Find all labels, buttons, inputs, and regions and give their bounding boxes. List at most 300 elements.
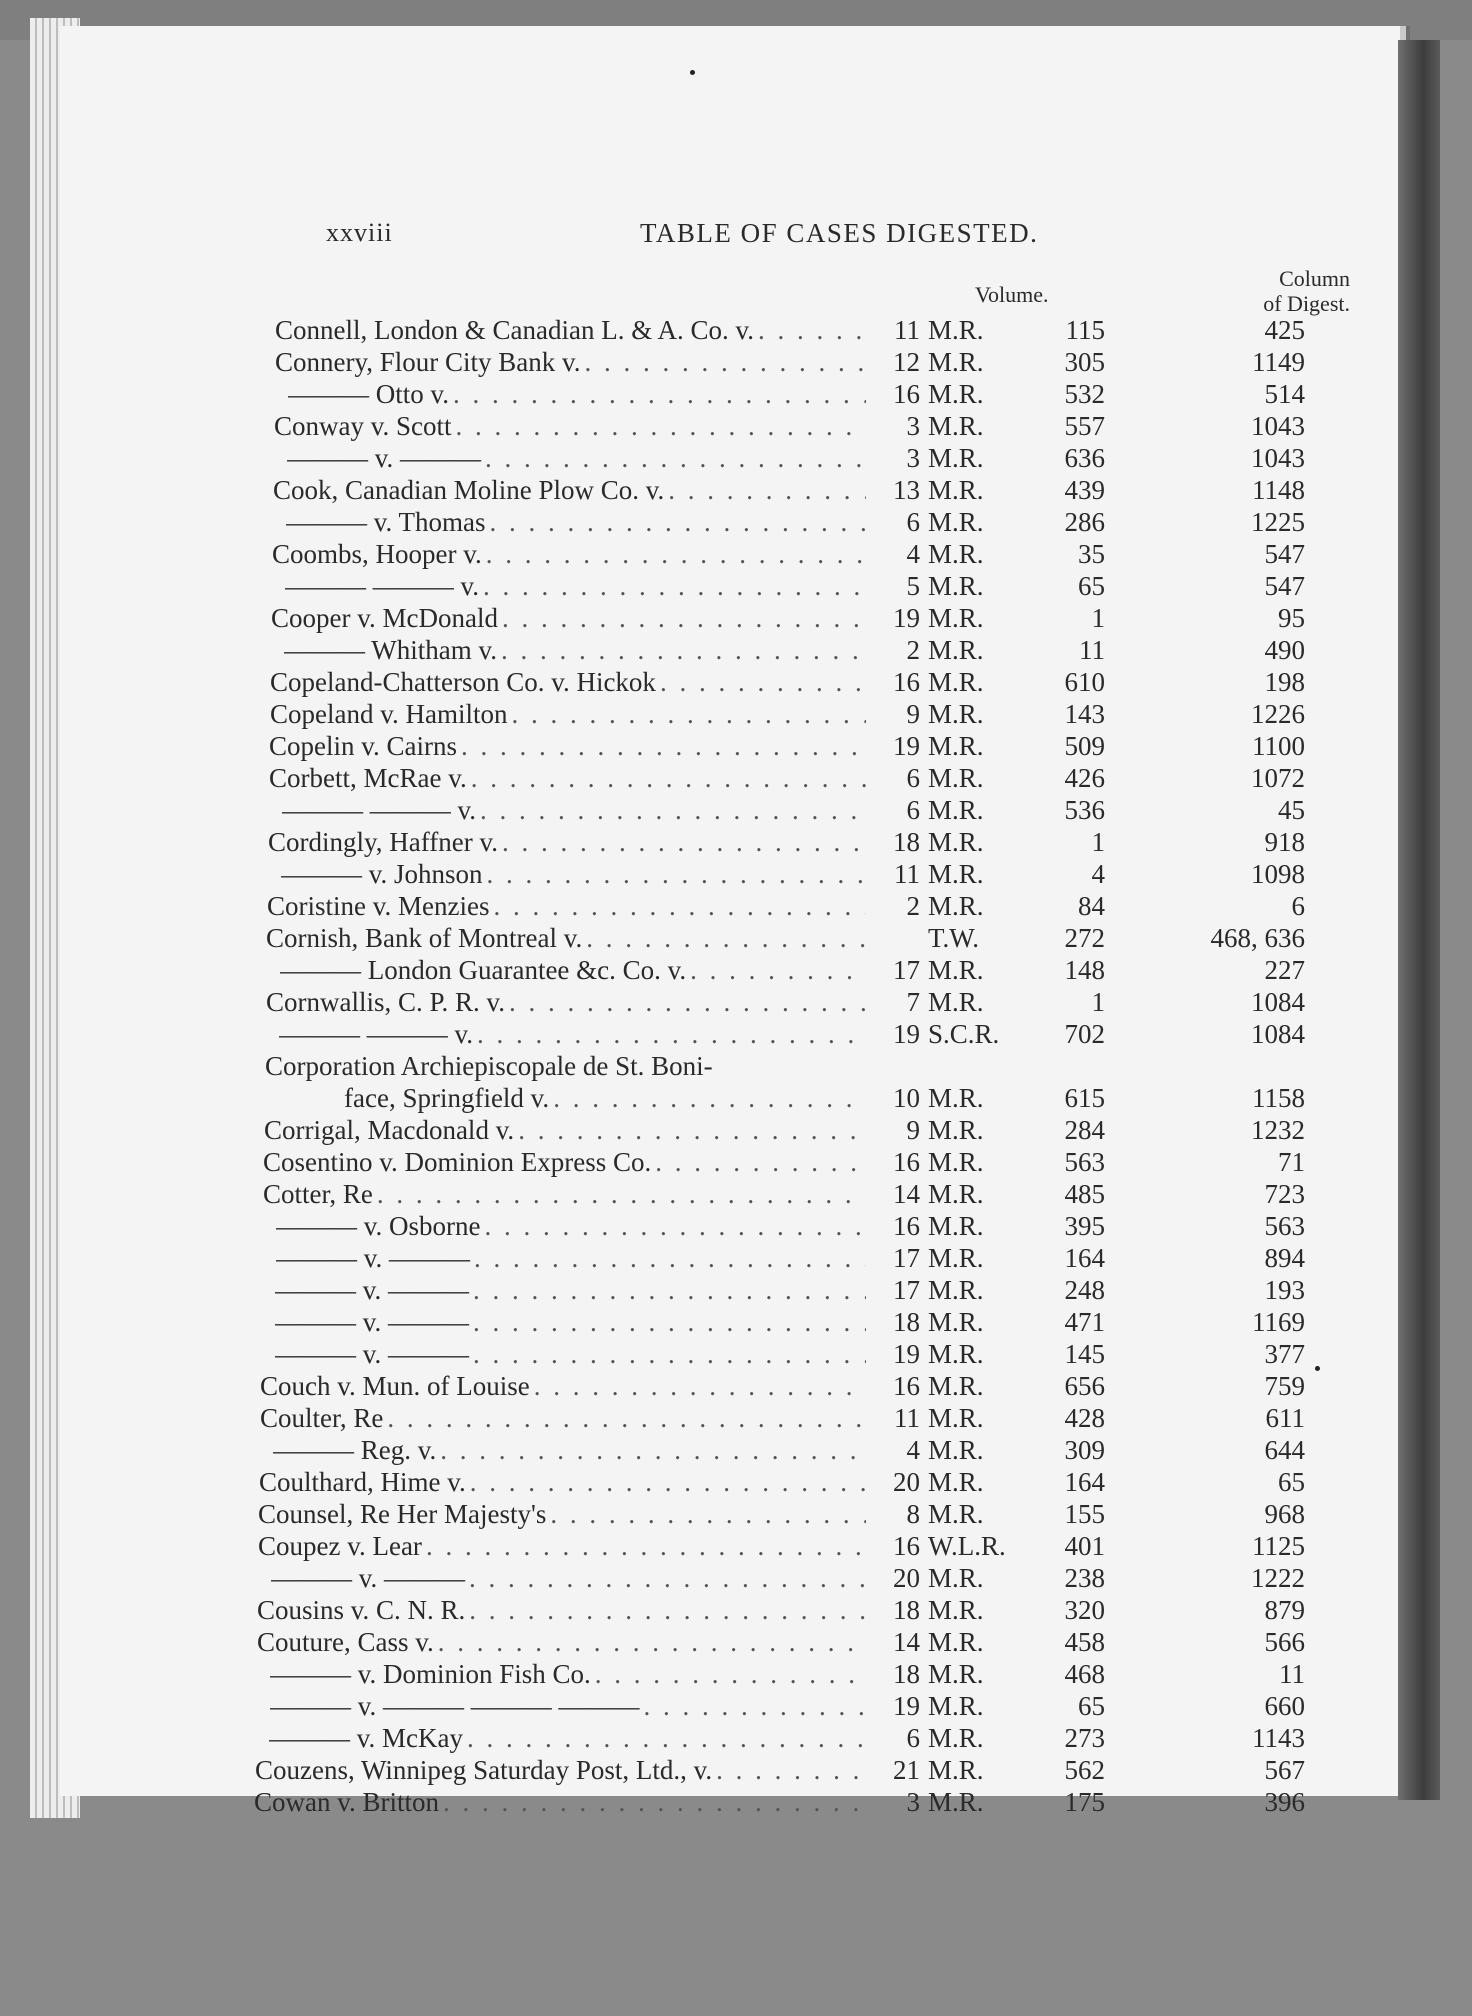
case-name	[260, 1402, 866, 1434]
digest-column: 1232	[1251, 1115, 1305, 1145]
leader-dots	[473, 1018, 866, 1050]
case-row	[60, 474, 1400, 506]
digest-heading-line-2: of Digest.	[1263, 291, 1350, 316]
report-abbrev: M.R.	[928, 1563, 984, 1593]
case-name-text: Corbett, McRae v.	[269, 763, 467, 793]
digest-column: 894	[1264, 1243, 1305, 1273]
leader-dots	[476, 794, 866, 826]
case-row	[60, 762, 1400, 794]
case-row	[60, 442, 1400, 474]
volume-number: 2	[906, 891, 920, 921]
case-name	[275, 1306, 866, 1338]
report-abbrev: M.R.	[928, 315, 984, 345]
leader-dots	[383, 1402, 866, 1434]
digest-column: 227	[1264, 955, 1305, 985]
leader-dots	[373, 1178, 866, 1210]
leader-dots	[651, 1146, 866, 1178]
case-name	[267, 890, 866, 922]
report-abbrev: M.R.	[928, 987, 984, 1017]
report-page: 155	[1064, 1499, 1105, 1529]
case-name	[257, 1594, 866, 1626]
case-name-text: ——— Reg. v.	[273, 1435, 437, 1465]
digest-column: 567	[1264, 1755, 1305, 1785]
digest-column: 1084	[1251, 1019, 1305, 1049]
leader-dots	[457, 730, 866, 762]
report-page: 439	[1064, 475, 1105, 505]
case-row	[60, 346, 1400, 378]
case-row	[60, 634, 1400, 666]
case-name	[269, 730, 866, 762]
case-row	[60, 1562, 1400, 1594]
case-name-text: ——— ——— v.	[279, 1019, 473, 1049]
digest-column: 1222	[1251, 1563, 1305, 1593]
leader-dots	[489, 890, 866, 922]
case-name	[285, 570, 866, 602]
report-page: 35	[1078, 539, 1105, 569]
volume-number: 6	[906, 763, 920, 793]
digest-column: 644	[1264, 1435, 1305, 1465]
case-name	[266, 986, 866, 1018]
volume-number: 19	[893, 603, 920, 633]
report-page: 468	[1064, 1659, 1105, 1689]
report-abbrev: M.R.	[928, 411, 984, 441]
case-row	[60, 858, 1400, 890]
leader-dots	[463, 1722, 866, 1754]
report-page: 284	[1064, 1115, 1105, 1145]
case-row	[60, 314, 1400, 346]
report-page: 656	[1064, 1371, 1105, 1401]
report-abbrev: M.R.	[928, 1723, 984, 1753]
report-page: 143	[1064, 699, 1105, 729]
case-name-text: Corrigal, Macdonald v.	[264, 1115, 515, 1145]
digest-column: 490	[1264, 635, 1305, 665]
digest-column: 566	[1264, 1627, 1305, 1657]
volume-number: 11	[894, 315, 920, 345]
report-page: 11	[1079, 635, 1105, 665]
case-name	[275, 1338, 866, 1370]
case-row	[60, 826, 1400, 858]
report-page: 485	[1064, 1179, 1105, 1209]
digest-column: 198	[1264, 667, 1305, 697]
case-name-text: Couch v. Mun. of Louise	[260, 1371, 530, 1401]
digest-column: 918	[1264, 827, 1305, 857]
volume-number: 5	[906, 571, 920, 601]
digest-column: 723	[1264, 1179, 1305, 1209]
leader-dots	[449, 378, 866, 410]
case-name	[272, 538, 866, 570]
case-row	[60, 1530, 1400, 1562]
case-name-text: face, Springfield v.	[344, 1083, 550, 1113]
leader-dots	[754, 314, 866, 346]
case-name-text: Cooper v. McDonald	[271, 603, 498, 633]
volume-number: 6	[906, 507, 920, 537]
case-row	[60, 1178, 1400, 1210]
case-name	[255, 1754, 866, 1786]
leader-dots	[514, 1114, 866, 1146]
digest-column: 563	[1264, 1211, 1305, 1241]
leader-dots	[482, 538, 866, 570]
case-name-text: Connery, Flour City Bank v.	[275, 347, 581, 377]
case-row	[60, 1114, 1400, 1146]
report-page: 238	[1064, 1563, 1105, 1593]
case-row	[60, 1338, 1400, 1370]
digest-column: 514	[1264, 379, 1305, 409]
case-row	[60, 890, 1400, 922]
report-page: 395	[1064, 1211, 1105, 1241]
volume-number: 7	[906, 987, 920, 1017]
report-page: 273	[1064, 1723, 1105, 1753]
report-page: 557	[1064, 411, 1105, 441]
case-name-text: Coupez v. Lear	[258, 1531, 422, 1561]
volume-number: 2	[906, 635, 920, 665]
volume-number: 6	[906, 795, 920, 825]
leader-dots	[686, 954, 866, 986]
case-row	[60, 570, 1400, 602]
case-row	[60, 1274, 1400, 1306]
report-abbrev: W.L.R.	[928, 1531, 1006, 1561]
case-name	[260, 1370, 866, 1402]
report-page: 471	[1064, 1307, 1105, 1337]
digest-column: 1043	[1251, 443, 1305, 473]
digest-column: 879	[1264, 1595, 1305, 1625]
case-name-text: Copeland v. Hamilton	[270, 699, 508, 729]
volume-number: 11	[894, 859, 920, 889]
leader-dots	[469, 1274, 866, 1306]
report-abbrev: M.R.	[928, 1211, 984, 1241]
report-abbrev: M.R.	[928, 347, 984, 377]
case-name-text: Connell, London & Canadian L. & A. Co. v.	[275, 315, 754, 345]
case-name-text: ——— v. Dominion Fish Co.	[270, 1659, 591, 1689]
report-abbrev: M.R.	[928, 827, 984, 857]
volume-number: 19	[893, 731, 920, 761]
digest-column: 1125	[1252, 1531, 1305, 1561]
volume-number: 20	[893, 1563, 920, 1593]
leader-dots	[469, 1306, 866, 1338]
speck	[690, 70, 695, 75]
volume-number: 18	[893, 827, 920, 857]
volume-number: 12	[893, 347, 920, 377]
case-name-text: Corporation Archiepiscopale de St. Boni-	[265, 1051, 713, 1081]
report-abbrev: M.R.	[928, 1595, 984, 1625]
report-abbrev: M.R.	[928, 1787, 984, 1817]
report-page: 309	[1064, 1435, 1105, 1465]
volume-number: 18	[893, 1659, 920, 1689]
report-abbrev: M.R.	[928, 507, 984, 537]
volume-number: 18	[893, 1307, 920, 1337]
digest-column-heading	[1200, 266, 1350, 316]
case-name	[269, 1722, 866, 1754]
case-name-text: ——— v. McKay	[269, 1723, 463, 1753]
case-name-text: ——— v. ———	[275, 1339, 469, 1369]
report-page: 175	[1064, 1787, 1105, 1817]
case-row	[60, 666, 1400, 698]
case-row	[60, 1658, 1400, 1690]
case-name	[288, 378, 866, 410]
report-page: 702	[1064, 1019, 1105, 1049]
leader-dots	[480, 1210, 866, 1242]
case-row	[60, 1434, 1400, 1466]
report-abbrev: M.R.	[928, 795, 984, 825]
digest-heading-line-1: Column	[1279, 266, 1350, 291]
volume-number: 17	[893, 955, 920, 985]
leader-dots	[483, 858, 866, 890]
leader-dots	[479, 570, 866, 602]
case-name	[270, 698, 866, 730]
case-name	[269, 762, 866, 794]
volume-number: 3	[906, 443, 920, 473]
report-abbrev: M.R.	[928, 603, 984, 633]
report-abbrev: M.R.	[928, 1243, 984, 1273]
volume-number: 9	[906, 699, 920, 729]
case-name-text: ——— v. ——— ——— ———	[270, 1691, 640, 1721]
case-row	[60, 1242, 1400, 1274]
case-row	[60, 378, 1400, 410]
report-abbrev: M.R.	[928, 1083, 984, 1113]
leader-dots	[436, 1434, 866, 1466]
report-abbrev: M.R.	[928, 1691, 984, 1721]
case-name-text: ——— v. Johnson	[281, 859, 483, 889]
report-page: 636	[1064, 443, 1105, 473]
page-shadow	[1398, 40, 1440, 1800]
report-page: 1	[1091, 827, 1105, 857]
report-page: 65	[1078, 571, 1105, 601]
volume-number: 16	[893, 1147, 920, 1177]
volume-number: 4	[906, 539, 920, 569]
volume-number: 20	[893, 1467, 920, 1497]
case-name	[263, 1178, 866, 1210]
report-page: 305	[1064, 347, 1105, 377]
case-name	[263, 1146, 866, 1178]
case-name-text: ——— ——— v.	[282, 795, 476, 825]
volume-number: 3	[906, 411, 920, 441]
report-page: 532	[1064, 379, 1105, 409]
digest-column: 547	[1264, 571, 1305, 601]
report-abbrev: M.R.	[928, 1499, 984, 1529]
case-name	[258, 1498, 866, 1530]
report-abbrev: M.R.	[928, 763, 984, 793]
leader-dots	[656, 666, 866, 698]
report-page: 426	[1064, 763, 1105, 793]
case-row	[60, 1786, 1400, 1818]
report-abbrev: M.R.	[928, 667, 984, 697]
report-abbrev: M.R.	[928, 475, 984, 505]
case-name	[284, 634, 866, 666]
report-abbrev: M.R.	[928, 1435, 984, 1465]
case-row	[60, 1626, 1400, 1658]
digest-column: 396	[1264, 1787, 1305, 1817]
leader-dots	[434, 1626, 866, 1658]
case-name	[257, 1626, 866, 1658]
page-number: xxviii	[326, 218, 393, 247]
case-row	[60, 922, 1400, 954]
volume-number: 8	[906, 1499, 920, 1529]
report-page: 428	[1064, 1403, 1105, 1433]
report-abbrev: S.C.R.	[928, 1019, 1000, 1049]
case-name	[275, 1274, 866, 1306]
digest-column: 1225	[1251, 507, 1305, 537]
case-row	[60, 506, 1400, 538]
report-abbrev: M.R.	[928, 1627, 984, 1657]
digest-column: 759	[1264, 1371, 1305, 1401]
case-row	[60, 410, 1400, 442]
case-name	[287, 442, 866, 474]
digest-column: 1072	[1251, 763, 1305, 793]
case-name-text: ——— v. ———	[271, 1563, 465, 1593]
leader-dots	[640, 1690, 867, 1722]
leader-dots	[422, 1530, 866, 1562]
leader-dots	[582, 922, 866, 954]
volume-number: 4	[906, 1435, 920, 1465]
case-name	[281, 858, 866, 890]
report-page: 1	[1091, 987, 1105, 1017]
case-name	[276, 1210, 866, 1242]
volume-number: 17	[893, 1243, 920, 1273]
report-page: 164	[1064, 1467, 1105, 1497]
digest-column: 1158	[1252, 1083, 1305, 1113]
digest-column: 425	[1264, 315, 1305, 345]
case-row	[60, 1754, 1400, 1786]
leader-dots	[486, 506, 867, 538]
leader-dots	[466, 1466, 866, 1498]
digest-column: 547	[1264, 539, 1305, 569]
case-name	[268, 826, 866, 858]
volume-number: 16	[893, 1211, 920, 1241]
report-abbrev: M.R.	[928, 699, 984, 729]
digest-column: 1143	[1252, 1723, 1305, 1753]
leader-dots	[581, 346, 867, 378]
report-page: 248	[1064, 1275, 1105, 1305]
case-row	[60, 1498, 1400, 1530]
report-abbrev: M.R.	[928, 1755, 984, 1785]
case-name	[270, 666, 866, 698]
digest-column: 1148	[1252, 475, 1305, 505]
volume-number: 14	[893, 1627, 920, 1657]
case-name-text: ——— v. ———	[276, 1243, 470, 1273]
case-row	[60, 1306, 1400, 1338]
case-row	[60, 1082, 1400, 1114]
case-name	[254, 1786, 866, 1818]
case-name-text: ——— London Guarantee &c. Co. v.	[280, 955, 687, 985]
report-page: 115	[1065, 315, 1105, 345]
case-name-text: Coristine v. Menzies	[267, 891, 490, 921]
case-row	[60, 1370, 1400, 1402]
volume-number: 16	[893, 379, 920, 409]
digest-column: 377	[1264, 1339, 1305, 1369]
case-name-text: Cornwallis, C. P. R. v.	[266, 987, 506, 1017]
report-page: 65	[1078, 1691, 1105, 1721]
case-row	[60, 1050, 1400, 1082]
case-name-text: Conway v. Scott	[274, 411, 452, 441]
report-abbrev: M.R.	[928, 443, 984, 473]
case-name-text: ——— v. ———	[275, 1307, 469, 1337]
leader-dots	[712, 1754, 866, 1786]
report-abbrev: M.R.	[928, 1115, 984, 1145]
case-name	[276, 1242, 866, 1274]
case-name-text: Cornish, Bank of Montreal v.	[266, 923, 583, 953]
case-name	[275, 314, 866, 346]
report-abbrev: M.R.	[928, 1403, 984, 1433]
digest-column: 6	[1291, 891, 1305, 921]
leader-dots	[498, 826, 866, 858]
leader-dots	[664, 474, 866, 506]
case-name-text: Coulthard, Hime v.	[259, 1467, 466, 1497]
digest-column: 11	[1279, 1659, 1305, 1689]
volume-number: 19	[893, 1339, 920, 1369]
leader-dots	[546, 1498, 866, 1530]
case-name-text: Cousins v. C. N. R.	[257, 1595, 466, 1625]
report-page: 401	[1064, 1531, 1105, 1561]
case-row	[60, 986, 1400, 1018]
leader-dots	[497, 634, 866, 666]
digest-column: 1226	[1251, 699, 1305, 729]
case-row	[60, 1146, 1400, 1178]
volume-number: 16	[893, 667, 920, 697]
volume-number: 21	[893, 1755, 920, 1785]
leader-dots	[439, 1786, 866, 1818]
report-page: 509	[1064, 731, 1105, 761]
digest-column: 45	[1278, 795, 1305, 825]
case-name	[258, 1530, 866, 1562]
case-row	[60, 602, 1400, 634]
volume-number: 13	[893, 475, 920, 505]
case-row	[60, 954, 1400, 986]
leader-dots	[530, 1370, 866, 1402]
digest-column: 193	[1264, 1275, 1305, 1305]
report-page: 4	[1091, 859, 1105, 889]
digest-column: 65	[1278, 1467, 1305, 1497]
case-name	[282, 794, 866, 826]
volume-number: 14	[893, 1179, 920, 1209]
volume-number: 19	[893, 1691, 920, 1721]
case-row	[60, 1402, 1400, 1434]
digest-column: 1043	[1251, 411, 1305, 441]
report-page: 615	[1064, 1083, 1105, 1113]
case-name	[265, 1050, 866, 1082]
report-abbrev: M.R.	[928, 1275, 984, 1305]
report-page: 610	[1064, 667, 1105, 697]
leader-dots	[507, 698, 866, 730]
report-abbrev: M.R.	[928, 379, 984, 409]
running-title: TABLE OF CASES DIGESTED.	[640, 218, 1039, 248]
report-page: 84	[1078, 891, 1105, 921]
book-page	[60, 26, 1400, 1817]
digest-column: 1100	[1252, 731, 1305, 761]
case-row	[60, 698, 1400, 730]
case-name-text: Cosentino v. Dominion Express Co.	[263, 1147, 652, 1177]
case-name-text: Coombs, Hooper v.	[272, 539, 482, 569]
report-page: 145	[1064, 1339, 1105, 1369]
case-name-text: Cowan v. Britton	[254, 1787, 439, 1817]
volume-number: 19	[893, 1019, 920, 1049]
report-abbrev: M.R.	[928, 539, 984, 569]
case-row	[60, 794, 1400, 826]
leader-dots	[549, 1082, 866, 1114]
report-abbrev: M.R.	[928, 1147, 984, 1177]
volume-column-heading: Volume.	[975, 282, 1049, 307]
digest-column: 968	[1264, 1499, 1305, 1529]
report-page: 164	[1064, 1243, 1105, 1273]
case-name-text: Copelin v. Cairns	[269, 731, 457, 761]
case-name	[266, 922, 866, 954]
case-name-text: ——— Otto v.	[288, 379, 449, 409]
case-row	[60, 1594, 1400, 1626]
report-page: 1	[1091, 603, 1105, 633]
case-name-text: ——— ——— v.	[285, 571, 479, 601]
leader-dots	[498, 602, 866, 634]
digest-column: 1149	[1252, 347, 1305, 377]
digest-column: 660	[1264, 1691, 1305, 1721]
case-name-text: ——— v. Osborne	[276, 1211, 481, 1241]
